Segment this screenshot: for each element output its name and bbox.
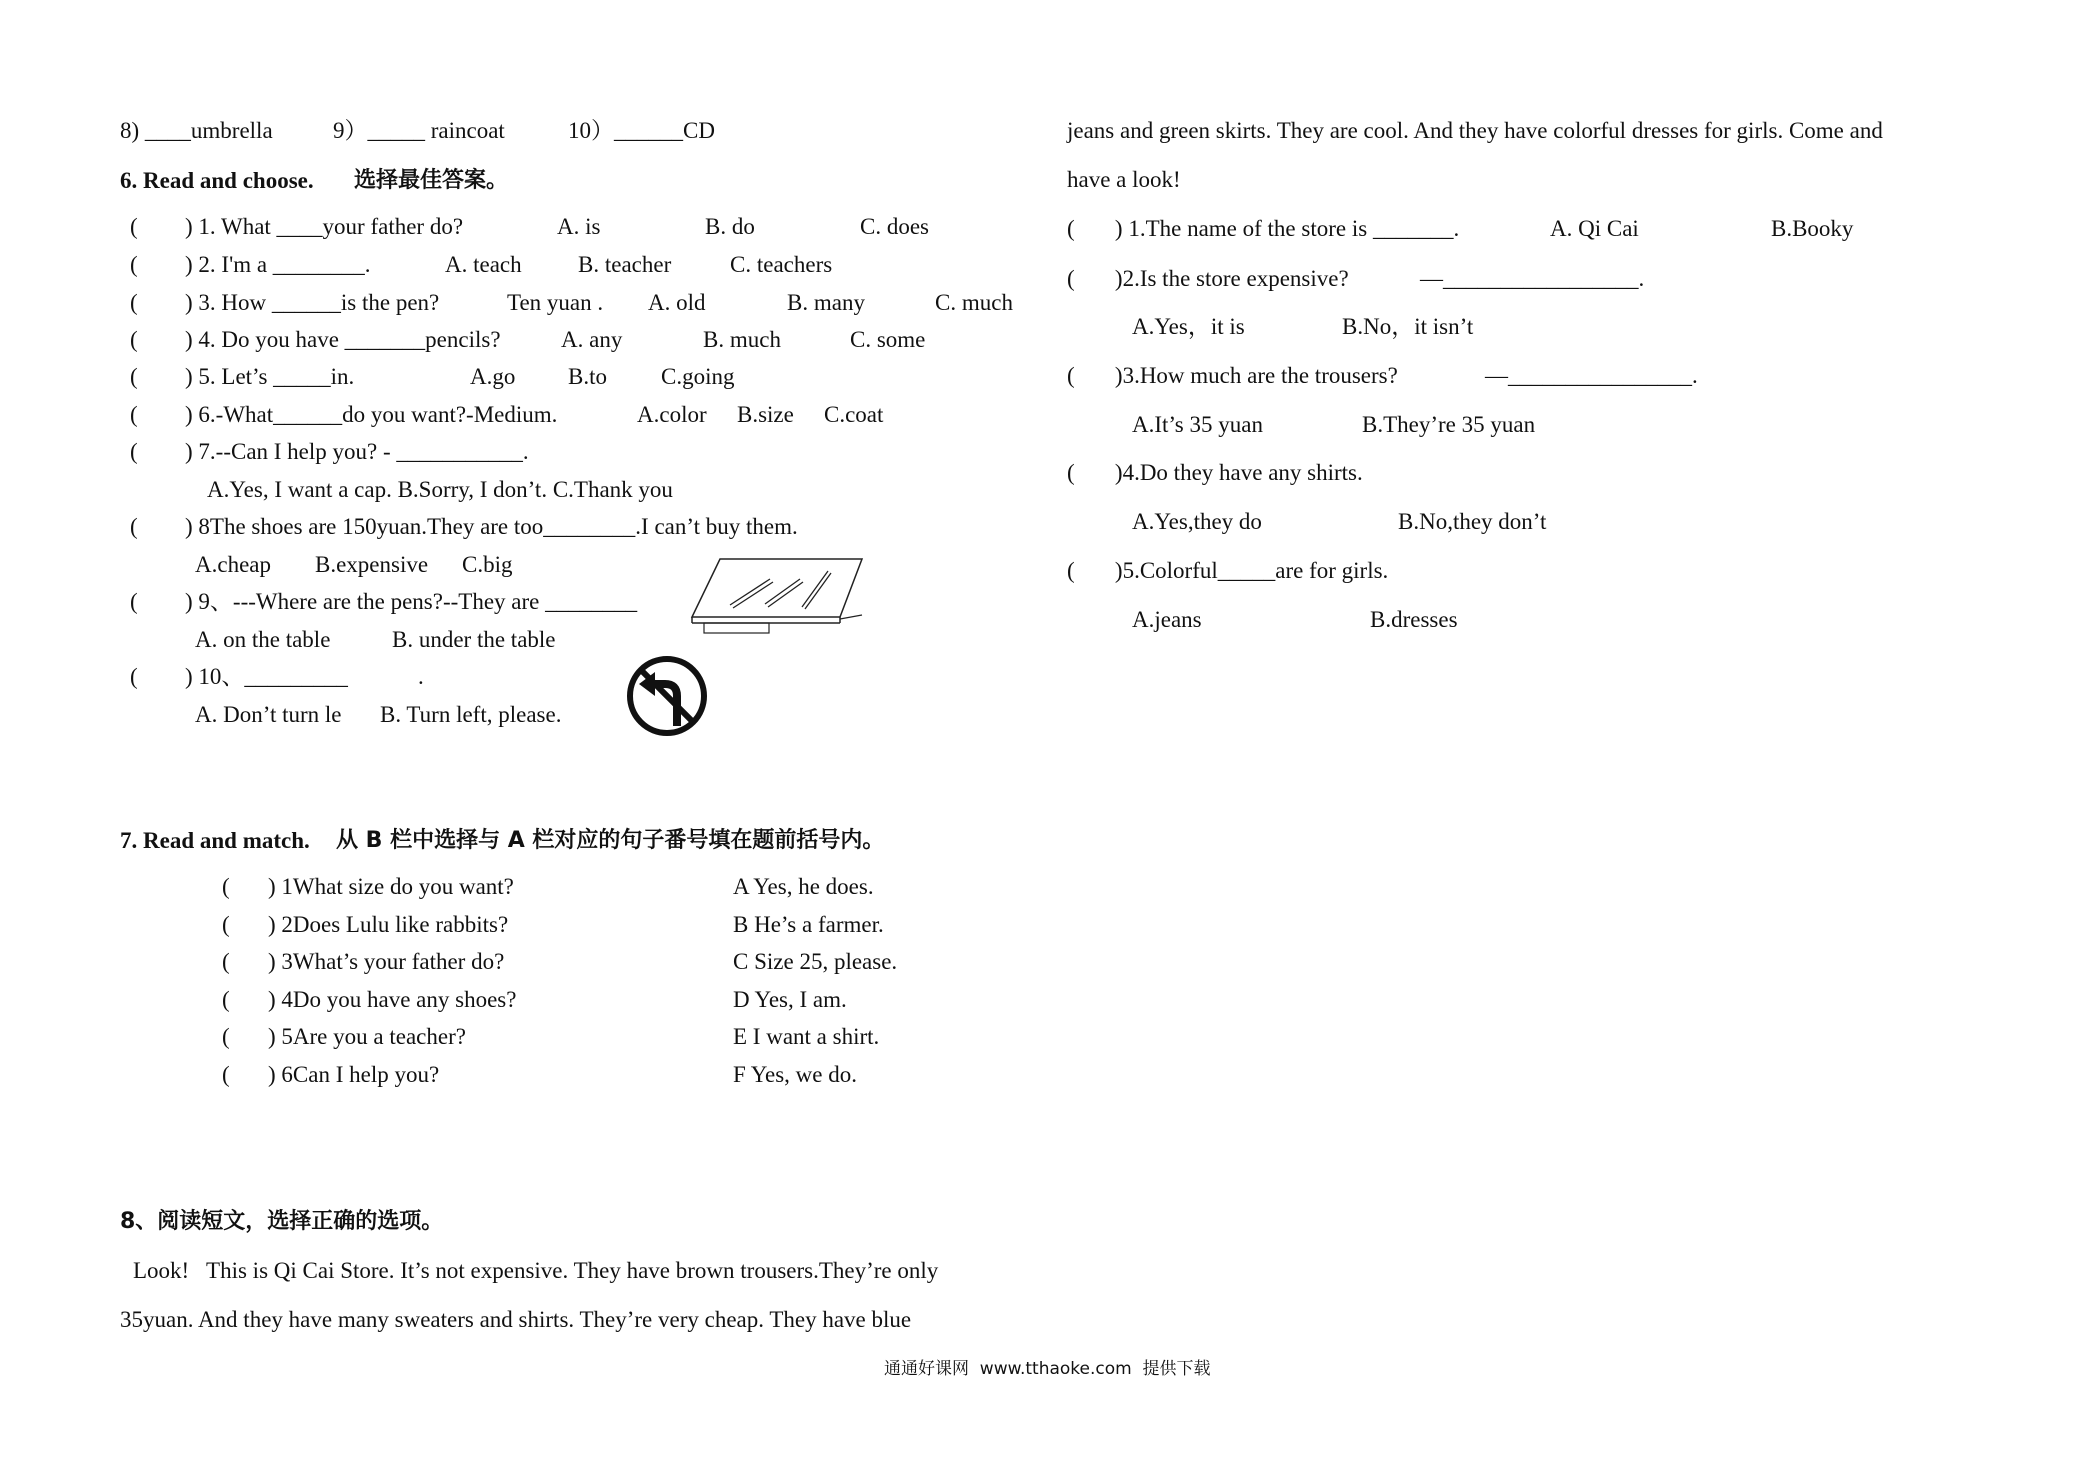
section6-heading-cn: 选择最佳答案。 [354,168,509,193]
question-dot: . [418,664,424,689]
passage-line-4: have a look! [1067,167,1181,192]
question-text: ) 1. What ____your father do? [185,214,464,239]
option-a: A. is [557,214,601,239]
match-column-b: C Size 25, please. [733,949,898,974]
answer-paren: ( [130,589,138,614]
match-column-b: D Yes, I am. [733,987,847,1012]
question-text: ) 2. I'm a ________. [185,252,371,277]
section7-heading-cn: 从 B 栏中选择与 A 栏对应的句子番号填在题前括号内。 [336,828,885,853]
passage-line-1: Look! This is Qi Cai Store. It’s not expensive. They have brown trousers.They’re only [133,1258,939,1283]
match-column-a: ) 3What’s your father do? [268,949,505,974]
answer-paren: ( [130,402,138,427]
answer-paren: ( [130,252,138,277]
no-left-turn-sign-icon [625,654,709,738]
question-text: ( )3.How much are the trousers? [1067,363,1398,388]
answer-paren: ( [130,214,138,239]
question-text: ( ) 1.The name of the store is _______. [1067,216,1460,241]
question-text: ) 8The shoes are 150yuan.They are too________.I can’t buy them. [185,514,798,539]
match-column-a: ) 2Does Lulu like rabbits? [268,912,509,937]
option-c: C.coat [824,402,884,427]
top-item-9: 9）_____ raincoat [333,118,505,143]
option-b: B. do [705,214,755,239]
top-item-10: 10）______CD [568,118,715,143]
answer-paren: ( [130,664,138,689]
match-column-b: F Yes, we do. [733,1062,857,1087]
answer-paren: ( [130,514,138,539]
answer-blank: —________________. [1485,363,1698,388]
section8-heading: 8、阅读短文，选择正确的选项。 [120,1209,444,1234]
question-text: ) 6.-What______do you want?-Medium. [185,402,558,427]
answer-paren: ( [130,290,138,315]
match-column-a: ) 6Can I help you? [268,1062,440,1087]
option-c: C. much [935,290,1013,315]
option-b: B.No，it isn’t [1342,314,1474,339]
option-b: B. many [787,290,865,315]
option-a: A.jeans [1132,607,1202,632]
answer-paren: ( [130,327,138,352]
question-hint: Ten yuan . [507,290,604,315]
match-paren: ( [222,912,230,937]
option-a: A.Yes，it is [1132,314,1245,339]
question-text: ) 4. Do you have _______pencils? [185,327,501,352]
option-a: A. Qi Cai [1550,216,1639,241]
option-a: A. teach [445,252,522,277]
match-paren: ( [222,1062,230,1087]
option-a: A. old [648,290,706,315]
option-c: C. some [850,327,926,352]
match-paren: ( [222,1024,230,1049]
option-b: B. teacher [578,252,672,277]
option-a: A.go [470,364,516,389]
question-text: ( )5.Colorful_____are for girls. [1067,558,1389,583]
options-line: A.Yes, I want a cap. B.Sorry, I don’t. C.Thank you [207,477,673,502]
match-paren: ( [222,987,230,1012]
question-text: ) 3. How ______is the pen? [185,290,440,315]
option-b: B.Booky [1771,216,1854,241]
option-b: B. much [703,327,781,352]
question-text: ) 7.--Can I help you? - ___________. [185,439,529,464]
section7-heading: 7. Read and match. [120,828,310,853]
option-b: B.size [737,402,794,427]
match-column-b: E I want a shirt. [733,1024,880,1049]
option-a: A. on the table [195,627,331,652]
match-column-b: A Yes, he does. [733,874,874,899]
option-a: A.color [637,402,707,427]
match-column-a: ) 4Do you have any shoes? [268,987,517,1012]
passage-line-3: jeans and green skirts. They are cool. And they have colorful dresses for girls. Come and [1067,118,1883,143]
match-column-a: ) 1What size do you want? [268,874,514,899]
option-b: B.dresses [1370,607,1458,632]
match-paren: ( [222,874,230,899]
option-b: B.expensive [315,552,429,577]
answer-paren: ( [130,364,138,389]
question-text: ( )4.Do they have any shirts. [1067,460,1363,485]
pens-on-table-image [690,557,865,637]
top-item-8: 8) ____umbrella [120,118,273,143]
passage-line-2: 35yuan. And they have many sweaters and shirts. They’re very cheap. They have blue [120,1307,912,1332]
question-text: ( )2.Is the store expensive? [1067,266,1349,291]
option-a: A.Yes,they do [1132,509,1262,534]
option-b: B.to [568,364,607,389]
option-a: A.cheap [195,552,271,577]
option-c: C.going [661,364,735,389]
match-paren: ( [222,949,230,974]
option-b: B. under the table [392,627,556,652]
option-c: C. teachers [730,252,833,277]
section6-heading: 6. Read and choose. [120,168,314,193]
page-footer: 通通好课网 www.tthaoke.com 提供下载 [884,1359,1211,1379]
option-b: B.No,they don’t [1398,509,1547,534]
option-a: A.It’s 35 yuan [1132,412,1263,437]
option-c: C.big [462,552,513,577]
question-text: ) 9、---Where are the pens?--They are ________ [185,589,638,614]
match-column-b: B He’s a farmer. [733,912,884,937]
question-text: ) 5. Let’s _____in. [185,364,355,389]
option-b: B. Turn left, please. [380,702,562,727]
answer-blank: —_________________. [1420,266,1645,291]
match-column-a: ) 5Are you a teacher? [268,1024,466,1049]
option-a: A. Don’t turn le [195,702,342,727]
option-c: C. does [860,214,929,239]
option-b: B.They’re 35 yuan [1362,412,1536,437]
answer-paren: ( [130,439,138,464]
option-a: A. any [561,327,623,352]
question-text: ) 10、_________ [185,664,348,689]
